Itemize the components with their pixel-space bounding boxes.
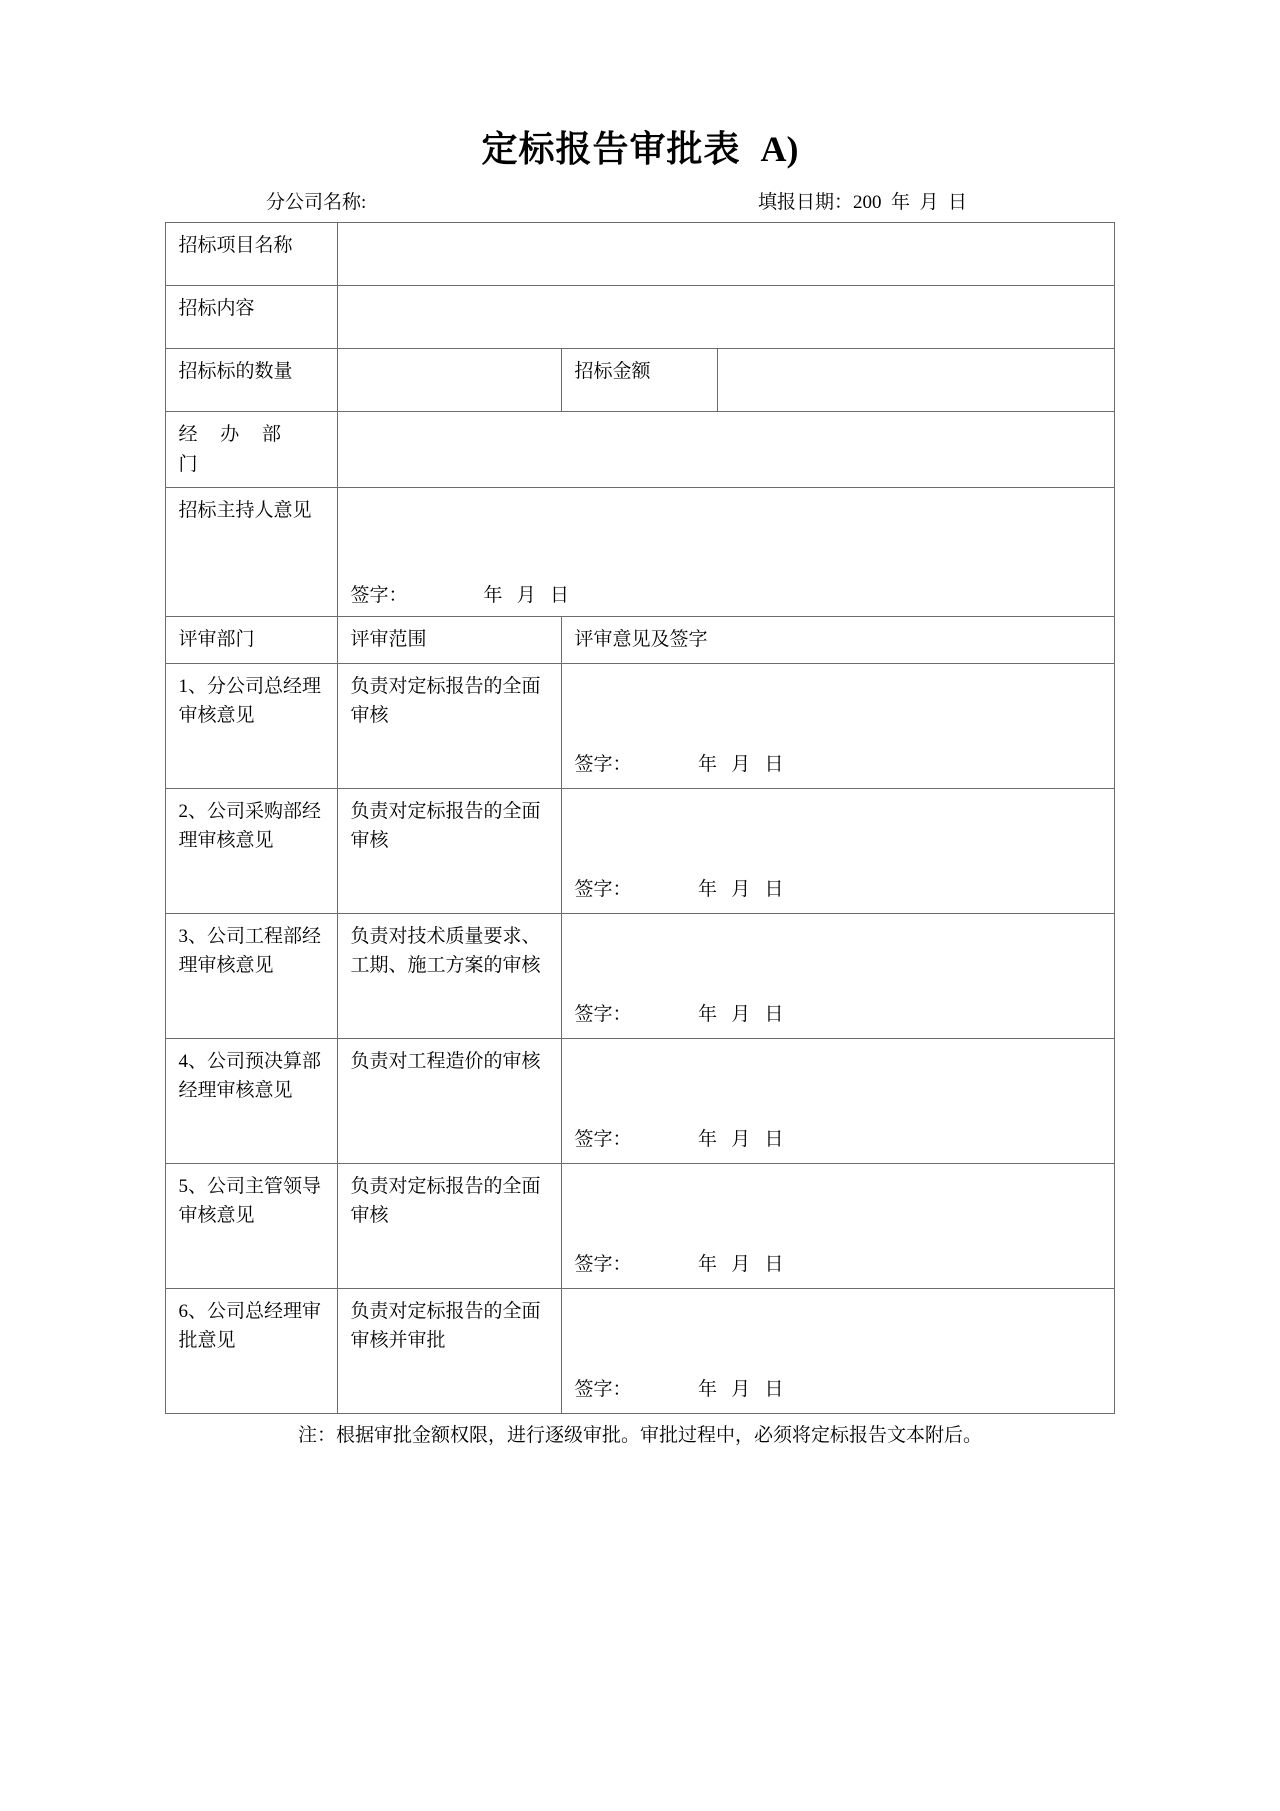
review-department-5: 5、公司主管领导审核意见: [166, 1163, 338, 1288]
host-opinion-cell[interactable]: [338, 488, 1114, 617]
review-opinion-4[interactable]: [562, 1038, 1114, 1163]
review-department-4: 4、公司预决算部经理审核意见: [166, 1038, 338, 1163]
table-row: [166, 1038, 1114, 1163]
review-scope-header: 评审范围: [338, 617, 562, 663]
tender-quantity-value[interactable]: [338, 349, 562, 412]
review-department-2: 2、公司采购部经理审核意见: [166, 788, 338, 913]
host-opinion-signature-line: 签字： 年 月 日: [350, 584, 569, 606]
handling-department-label: 经 办 部 门: [166, 412, 338, 488]
tender-quantity-label: 招标标的数量: [166, 349, 338, 412]
review-opinion-6[interactable]: [562, 1288, 1114, 1413]
footer-note: 注：根据审批金额权限，进行逐级审批。审批过程中，必须将定标报告文本附后。: [297, 1424, 982, 1446]
table-row: [166, 913, 1114, 1038]
review-signature-line-2: 签字： 年 月 日: [574, 879, 784, 901]
tender-amount-value[interactable]: [718, 349, 1114, 412]
review-signature-line-4: 签字： 年 月 日: [574, 1129, 784, 1151]
table-row: [166, 1163, 1114, 1288]
tender-content-value[interactable]: [338, 286, 1114, 349]
handling-department-value[interactable]: [338, 412, 1114, 488]
tender-content-label: 招标内容: [166, 286, 338, 349]
project-name-value[interactable]: [338, 223, 1114, 286]
host-opinion-label: 招标主持人意见: [166, 488, 338, 617]
page-title-main: 定标报告审批表: [481, 129, 741, 169]
review-scope-2: 负责对定标报告的全面审核: [338, 788, 562, 913]
tender-amount-label: 招标金额: [562, 349, 718, 412]
review-opinion-5[interactable]: [562, 1163, 1114, 1288]
approval-form-table: [165, 222, 1114, 1413]
subheader: [166, 187, 1114, 217]
review-scope-4: 负责对工程造价的审核: [338, 1038, 562, 1163]
review-scope-5: 负责对定标报告的全面审核: [338, 1163, 562, 1288]
table-row: [166, 788, 1114, 913]
table-row-quantity-amount: [166, 349, 1114, 412]
page-title-suffix: A): [760, 129, 799, 169]
review-opinion-1[interactable]: [562, 663, 1114, 788]
report-date-label: 填报日期：200 年 月 日: [758, 192, 968, 214]
review-department-3: 3、公司工程部经理审核意见: [166, 913, 338, 1038]
review-opinion-2[interactable]: [562, 788, 1114, 913]
review-signature-line-6: 签字： 年 月 日: [574, 1379, 784, 1401]
table-row: [166, 663, 1114, 788]
review-signature-line-1: 签字： 年 月 日: [574, 754, 784, 776]
review-department-1: 1、分公司总经理审核意见: [166, 663, 338, 788]
review-opinion-3[interactable]: [562, 913, 1114, 1038]
review-scope-3: 负责对技术质量要求、工期、施工方案的审核: [338, 913, 562, 1038]
branch-company-name-label: 分公司名称:: [266, 192, 367, 214]
review-opinion-header: 评审意见及签字: [562, 617, 1114, 663]
review-signature-line-3: 签字： 年 月 日: [574, 1004, 784, 1026]
table-row-review-header: [166, 617, 1114, 663]
review-department-6: 6、公司总经理审批意见: [166, 1288, 338, 1413]
review-scope-1: 负责对定标报告的全面审核: [338, 663, 562, 788]
table-row-handling-department: [166, 412, 1114, 488]
table-row-host-opinion: [166, 488, 1114, 617]
review-scope-6: 负责对定标报告的全面审核并审批: [338, 1288, 562, 1413]
table-row: [166, 1288, 1114, 1413]
page-title: [0, 0, 1280, 171]
project-name-label: 招标项目名称: [166, 223, 338, 286]
table-row-project-name: [166, 223, 1114, 286]
review-department-header: 评审部门: [166, 617, 338, 663]
review-signature-line-5: 签字： 年 月 日: [574, 1254, 784, 1276]
table-row-tender-content: [166, 286, 1114, 349]
